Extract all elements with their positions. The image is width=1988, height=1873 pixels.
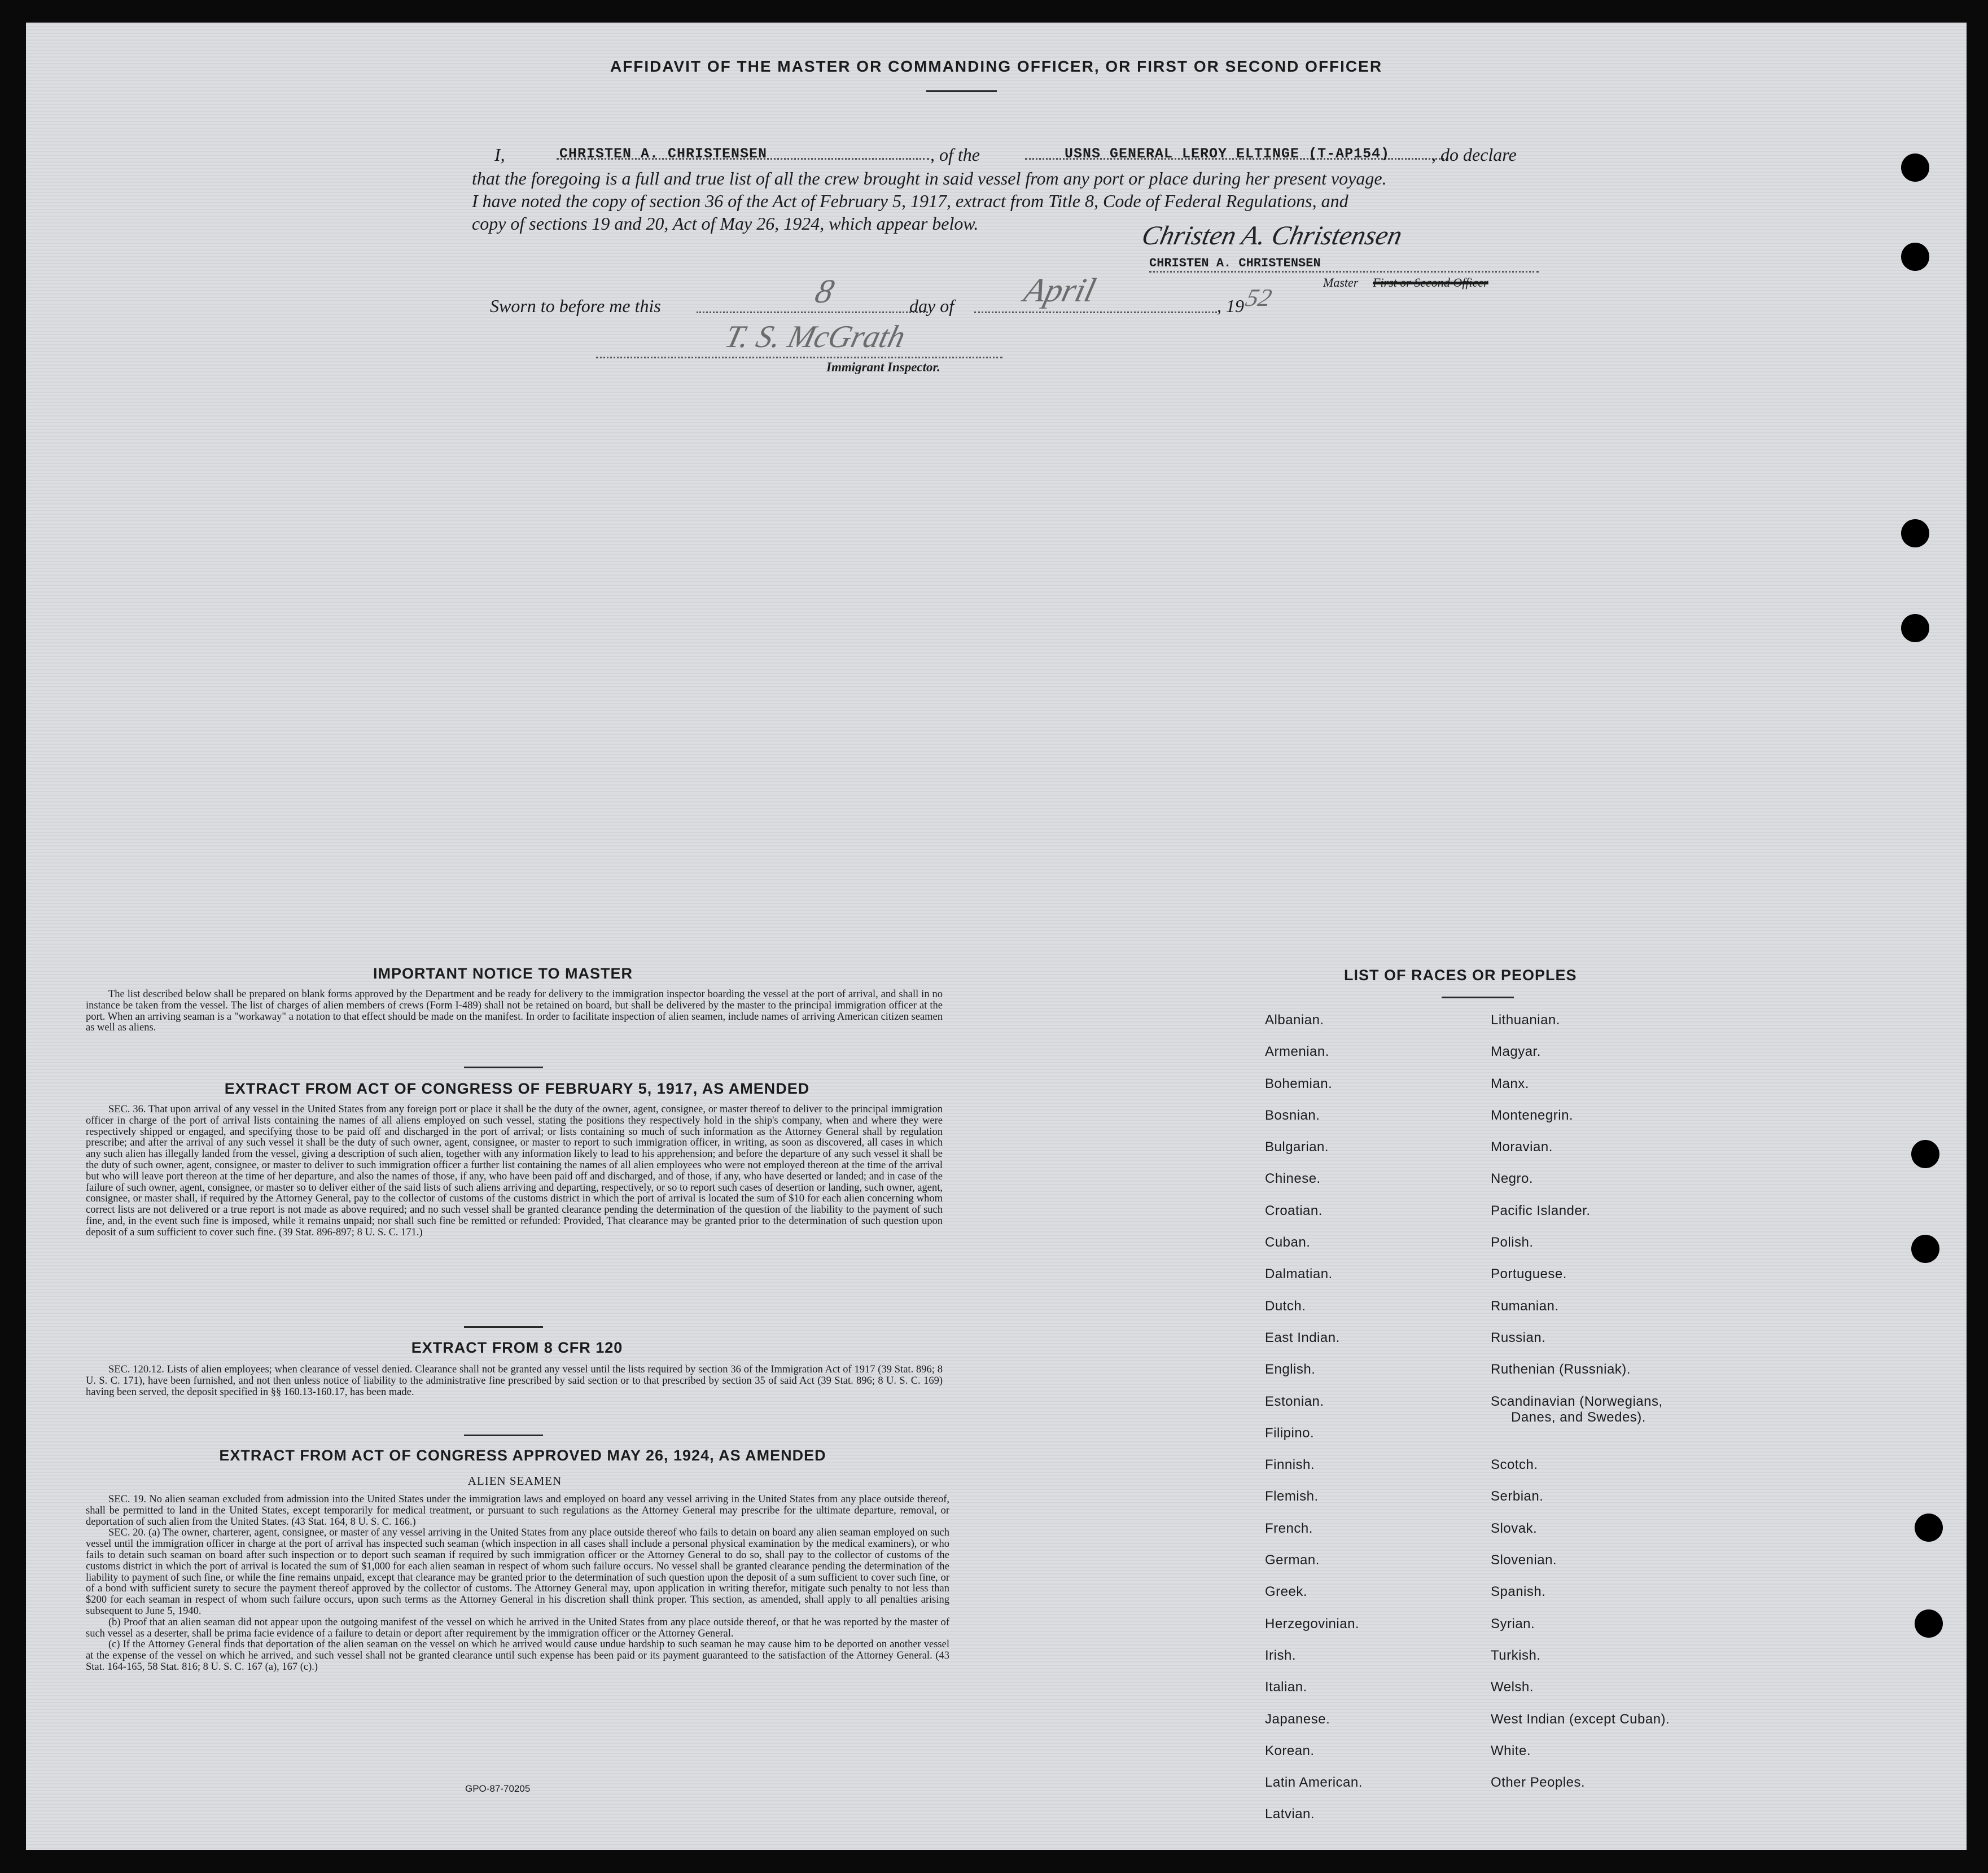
race-item: Polish. bbox=[1491, 1235, 1534, 1251]
race-item: Russian. bbox=[1491, 1330, 1546, 1345]
signature-line bbox=[1149, 271, 1539, 273]
title-divider bbox=[926, 90, 997, 92]
vessel-name: USNS GENERAL LEROY ELTINGE (T-AP154) bbox=[1065, 146, 1390, 162]
punch-hole bbox=[1915, 1514, 1943, 1542]
sworn-day: 8 bbox=[811, 273, 838, 310]
race-item: Ruthenian (Russniak). bbox=[1491, 1362, 1631, 1378]
sworn-month: April bbox=[1020, 271, 1100, 309]
extract-1917-divider bbox=[464, 1326, 543, 1328]
signer-typed-name: CHRISTEN A. CHRISTENSEN bbox=[1149, 256, 1321, 270]
races-title: LIST OF RACES OR PEOPLES bbox=[1344, 967, 1577, 984]
race-item: English. bbox=[1265, 1362, 1316, 1378]
sec-20b-paragraph: (b) Proof that an alien seaman did not appear upon the outgoing manifest of the vessel on which he arrived in the United States from any place outside thereof, or that he was reported by the master of such vessel as a deserter, shall be prima facie evidence of a failure to detain or deport after requirement by the immigration officer or the Attorney General. bbox=[86, 1616, 949, 1639]
form-page bbox=[26, 23, 1967, 1850]
race-item: East Indian. bbox=[1265, 1330, 1340, 1345]
notice-divider bbox=[464, 1067, 543, 1068]
race-item: French. bbox=[1265, 1520, 1313, 1536]
race-item: Magyar. bbox=[1491, 1044, 1541, 1060]
sec-20c-paragraph: (c) If the Attorney General finds that deportation of the alien seaman on the vessel on which he arrived would cause undue hardship to such seaman he may cause him to be deported on another vessel at the expense of the vessel on which he arrived, and such vessel shall not be granted clearance until such expense has been paid or its payment guaranteed to the satisfaction of the Attorney General. (43 Stat. 164-165, 58 Stat. 816; 8 U. S. C. 167 (a), 167 (c).) bbox=[86, 1639, 949, 1673]
race-item: Finnish. bbox=[1265, 1457, 1315, 1473]
sec-19-paragraph: SEC. 19. No alien seaman excluded from admission into the United States under the immigration laws and employed on board any vessel arriving in the United States from any place outside thereof, shall be permitted to land in the United States, except temporarily for medical treatment, or pursuant to such regulations as the Attorney General may prescribe for the ultimate departure, removal, or deportation of such alien from the United States. (43 Stat. 164, 8 U. S. C. 166.) bbox=[86, 1494, 949, 1528]
race-item: Danes, and Swedes). bbox=[1511, 1409, 1646, 1425]
form-code: GPO-87-70205 bbox=[465, 1783, 531, 1794]
punch-hole bbox=[1911, 1235, 1939, 1263]
notice-title: IMPORTANT NOTICE TO MASTER bbox=[373, 965, 633, 982]
declaration-i-label: I, bbox=[494, 144, 505, 165]
races-column-2 bbox=[1491, 1005, 1670, 1799]
race-item: Bohemian. bbox=[1265, 1076, 1333, 1091]
extract-cfr-title: EXTRACT FROM 8 CFR 120 bbox=[411, 1339, 623, 1356]
race-item: Irish. bbox=[1265, 1647, 1297, 1663]
race-item: Latin American. bbox=[1265, 1775, 1363, 1791]
race-item: Estonian. bbox=[1265, 1393, 1324, 1409]
declaration-line-4: copy of sections 19 and 20, Act of May 26, 1924, which appear below. bbox=[472, 213, 979, 234]
race-item: Manx. bbox=[1491, 1076, 1529, 1091]
race-item: Welsh. bbox=[1491, 1679, 1534, 1695]
races-column-1 bbox=[1265, 1005, 1363, 1831]
race-item: Chinese. bbox=[1265, 1171, 1321, 1187]
race-item: Latvian. bbox=[1265, 1806, 1315, 1822]
extract-1924-title: EXTRACT FROM ACT OF CONGRESS APPROVED MAY 26, 1924, AS AMENDED bbox=[219, 1447, 826, 1464]
extract-cfr-text: SEC. 120.12. Lists of alien employees; when clearance of vessel denied. Clearance shall not be granted any vessel until the lists required by section 36 of the Immigration Act of 1917 (39 Stat. 896; 8 U. S. C. 171), have been furnished, and not then unless notice of liability to the administrative fine prescribed by said section or to that prescribed by section 35 of said Act (39 Stat. 896; 8 U. S. C. 169) having been served, the deposit specified in §§ 160.13-160.17, has been made. bbox=[86, 1364, 943, 1398]
race-item: Negro. bbox=[1491, 1171, 1534, 1187]
punch-hole bbox=[1901, 243, 1929, 271]
race-item: West Indian (except Cuban). bbox=[1491, 1711, 1670, 1727]
race-item: Slovak. bbox=[1491, 1520, 1538, 1536]
inspector-title: Immigrant Inspector. bbox=[826, 360, 940, 374]
declaration-line-2: that the foregoing is a full and true list of all the crew brought in said vessel from any port or place during her present voyage. bbox=[472, 168, 1387, 188]
punch-hole bbox=[1901, 614, 1929, 642]
extract-1924-subtitle: ALIEN SEAMEN bbox=[467, 1474, 562, 1488]
sworn-month-line bbox=[974, 312, 1217, 313]
notice-text: The list described below shall be prepared on blank forms approved by the Department and be ready for delivery to the immigration inspector boarding the vessel at the port of arrival, and shall in no instance be taken from the vessel. The list of charges of alien members of crews (Form I-489) shall not be retained on board, but shall be delivered by the master to the principal immigration officer at the port. When an arriving seaman is a "workaway" a notation to that effect should be made on the manifest. In order to facilitate inspection of alien seamen, include names of arriving American citizen seamen as well as aliens. bbox=[86, 989, 943, 1034]
race-item: Montenegrin. bbox=[1491, 1107, 1574, 1123]
affidavit-title: AFFIDAVIT OF THE MASTER OR COMMANDING OFFICER, OR FIRST OR SECOND OFFICER bbox=[610, 58, 1383, 75]
extract-1924-body bbox=[86, 1494, 949, 1673]
race-item: Flemish. bbox=[1265, 1489, 1319, 1504]
notice-body bbox=[86, 989, 943, 1034]
race-item: Scandinavian (Norwegians, bbox=[1491, 1393, 1663, 1409]
sworn-year: 52 bbox=[1242, 284, 1275, 312]
extract-1917-body bbox=[86, 1104, 943, 1239]
race-item: Other Peoples. bbox=[1491, 1775, 1586, 1791]
extract-1917-title: EXTRACT FROM ACT OF CONGRESS OF FEBRUARY 5, 1917, AS AMENDED bbox=[224, 1080, 810, 1097]
race-item: Pacific Islander. bbox=[1491, 1203, 1591, 1218]
race-item: Rumanian. bbox=[1491, 1298, 1559, 1314]
signer-title-struck: First or Second Officer bbox=[1373, 275, 1488, 289]
declaration-of-the: , of the bbox=[930, 144, 980, 165]
race-item: Spanish. bbox=[1491, 1584, 1546, 1600]
race-item: Slovenian. bbox=[1491, 1552, 1557, 1568]
punch-hole bbox=[1901, 153, 1929, 182]
race-item: Herzegovinian. bbox=[1265, 1616, 1360, 1631]
race-item: Moravian. bbox=[1491, 1139, 1553, 1155]
sworn-label: Sworn to before me this bbox=[490, 296, 661, 316]
race-item: Filipino. bbox=[1265, 1425, 1315, 1441]
race-item: Cuban. bbox=[1265, 1235, 1311, 1251]
declaration-do-declare: , do declare bbox=[1431, 144, 1517, 165]
race-item: Bulgarian. bbox=[1265, 1139, 1329, 1155]
punch-hole bbox=[1911, 1140, 1939, 1168]
race-item: Serbian. bbox=[1491, 1489, 1544, 1504]
inspector-signature: T. S. McGrath bbox=[721, 319, 909, 354]
race-item: Albanian. bbox=[1265, 1012, 1324, 1028]
extract-1917-text: SEC. 36. That upon arrival of any vessel in the United States from any foreign port or place it shall be the duty of the owner, agent, consignee, or master thereof to deliver to the principal immigration officer in charge of the port of arrival lists containing the names of all aliens employed on such vessel, stating the positions they respectively hold in the ship's company, when and where they were respectively shipped or engaged, and specifying those to be paid off and discharged in the port of arrival; or lists containing so much of such information as the Attorney General shall by regulation prescribe; and after the arrival of any such vessel it shall be the duty of such owner, agent, consignee, or master to report to such immigration officer, in writing, as soon as discovered, all cases in which any such alien has illegally landed from the vessel, giving a description of such alien, together with any information likely to lead to his apprehension; and before the departure of any such vessel it shall be the duty of such owner, agent, consignee, or master to deliver to such immigration officer a further list containing the names of all alien employees who were not employed thereon at the time of the arrival but who will leave port thereon at the time of her departure, and also the names of those, if any, who have been paid off and discharged, and of those, if any, who have deserted or landed; and in case of the failure of such owner, agent, consignee, or master so to deliver either of the said lists of such aliens arriving and departing, respectively, or so to report such cases of desertion or landing, such owner, agent, consignee, or master shall, if required by the Attorney General, pay to the collector of customs of the customs district in which the port of arrival is located the sum of $10 for each alien concerning whom correct lists are not delivered or a true report is not made as above required; and no such vessel shall be granted clearance pending the determination of the question of the liability to the payment of such fine, and, in the event such fine is imposed, while it remains unpaid; nor shall such fine be remitted or refunded: Provided, That clearance may be granted prior to the determination of such question upon deposit of a sum sufficient to cover such fine. (39 Stat. 896-897; 8 U. S. C. 171.) bbox=[86, 1104, 943, 1238]
race-item: Bosnian. bbox=[1265, 1107, 1320, 1123]
race-item: White. bbox=[1491, 1743, 1531, 1758]
year-prefix: , 19 bbox=[1217, 296, 1244, 316]
race-item: Syrian. bbox=[1491, 1616, 1535, 1631]
punch-hole bbox=[1901, 519, 1929, 547]
race-item: Japanese. bbox=[1265, 1711, 1330, 1727]
race-item: German. bbox=[1265, 1552, 1320, 1568]
day-of-label: day of bbox=[909, 296, 954, 316]
race-item: Armenian. bbox=[1265, 1044, 1329, 1060]
race-item: Turkish. bbox=[1491, 1647, 1541, 1663]
race-item: Dutch. bbox=[1265, 1298, 1306, 1314]
race-item: Italian. bbox=[1265, 1679, 1307, 1695]
race-item: Portuguese. bbox=[1491, 1266, 1567, 1282]
declarant-name: CHRISTEN A. CHRISTENSEN bbox=[559, 146, 768, 162]
declaration-line-3: I have noted the copy of section 36 of the Act of February 5, 1917, extract from Title 8, Code of Federal Regulations, and bbox=[472, 191, 1348, 211]
race-item: Lithuanian. bbox=[1491, 1012, 1560, 1028]
race-item: Dalmatian. bbox=[1265, 1266, 1333, 1282]
master-signature: Christen A. Christensen bbox=[1139, 221, 1405, 251]
extract-cfr-body bbox=[86, 1365, 943, 1398]
signer-title: Master bbox=[1323, 275, 1359, 289]
sworn-day-line bbox=[697, 312, 928, 313]
race-item: Greek. bbox=[1265, 1584, 1308, 1600]
extract-cfr-divider bbox=[464, 1435, 543, 1436]
inspector-line bbox=[596, 357, 1002, 358]
race-item: Korean. bbox=[1265, 1743, 1315, 1758]
race-item: Croatian. bbox=[1265, 1203, 1323, 1218]
sec-20a-paragraph: SEC. 20. (a) The owner, charterer, agent, consignee, or master of any vessel arriving in the United States from any place outside thereof who fails to detain on board any alien seaman employed on such vessel until the immigration officer in charge at the port of arrival has inspected such seaman (which inspection in all cases shall include a personal physical examination by the medical examiners), or who fails to detain such seaman on board after such inspection or to deport such seaman if required by such immigration officer or the Attorney General to do so, shall pay to the collector of customs of the customs district in which the port of arrival is located the sum of $1,000 for each alien seaman in respect of whom such failure occurs. No vessel shall be granted clearance pending the determination of the liability to payment of such fine, or while the fine remains unpaid, except that clearance may be granted prior to the determination of such question upon the deposit of a sum sufficient to cover such fine, or of a bond with sufficient surety to secure the payment thereof approved by the collector of customs. The Attorney General may, upon application in writing therefor, mitigate such penalty to not less than $200 for each seaman in respect of whom such failure occurs, upon such terms as the Attorney General in his discretion shall think proper. This section, as amended, shall apply to all penalties arising subsequent to June 5, 1940. bbox=[86, 1527, 949, 1617]
race-item: Scotch. bbox=[1491, 1457, 1538, 1473]
punch-hole bbox=[1915, 1609, 1943, 1638]
races-divider bbox=[1442, 997, 1514, 998]
